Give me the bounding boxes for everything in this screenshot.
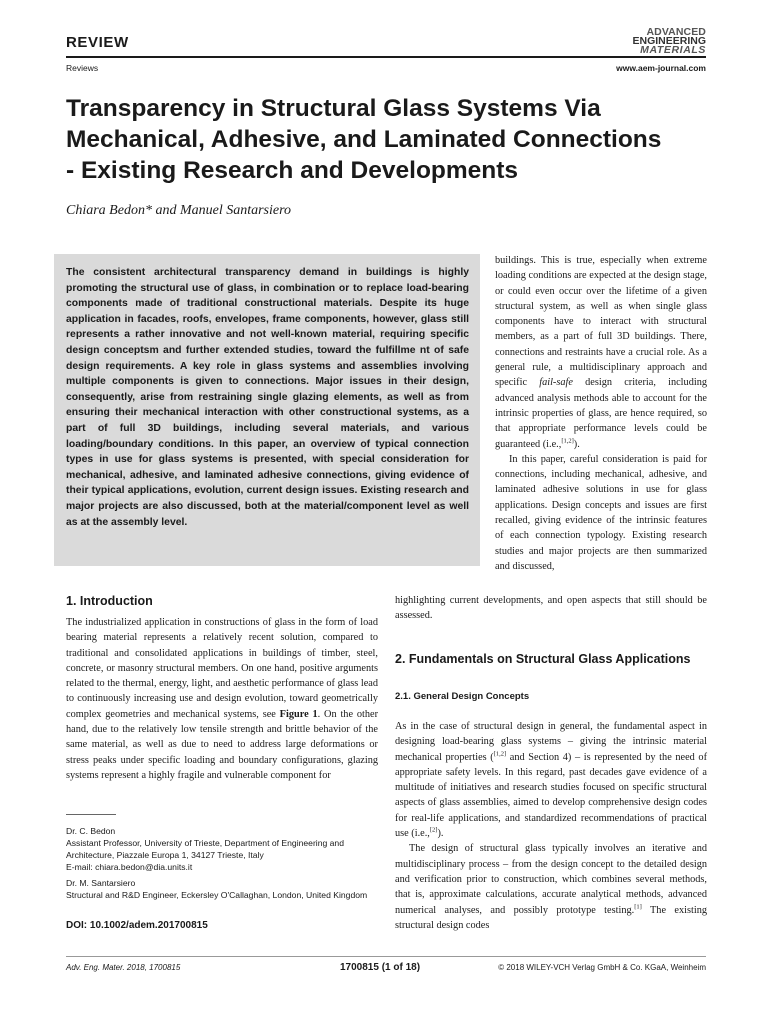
category-label: Reviews xyxy=(66,63,99,73)
footer-citation-text: Adv. Eng. Mater. 2018, 1700815 xyxy=(66,963,181,972)
citation-ref[interactable]: [1,2] xyxy=(493,750,507,758)
section-label: REVIEW xyxy=(66,34,129,51)
article-title: Transparency in Structural Glass Systems Via Mechanical, Adhesive, and Laminated Connections - Existing Research and Developments xyxy=(66,95,662,184)
logo-line-3: MATERIALS xyxy=(640,44,706,56)
sec2-p1-b: and Section 4) – is represented by the need of appropriate safety levels. In this regard, past decades gave evidence of a multitude of initiatives and research studies focused on specific structural aspects of glass assemblies, aimed to develop comprehensive design codes for real-life applications, and standardized recommendations of practical use (i.e., xyxy=(395,751,707,840)
section-2-heading: 2. Fundamentals on Structural Glass Applications xyxy=(395,652,691,666)
article-authors: Chiara Bedon* and Manuel Santarsiero xyxy=(66,203,292,218)
footnote-rule xyxy=(66,814,116,815)
footer-copyright: © 2018 WILEY-VCH Verlag GmbH & Co. KGaA, Weinheim xyxy=(498,963,706,972)
intro-text xyxy=(66,615,378,783)
right-p1-c: ). xyxy=(573,438,580,450)
right-p1-b: design criteria, including advanced analysis methods able to account for the intrinsic properties of glass, are hence required, so that appropriate performance levels could be guaranteed (i.e., xyxy=(495,377,707,450)
doi-link[interactable]: DOI: 10.1002/adem.201700815 xyxy=(66,920,208,931)
author-1-email[interactable]: E-mail: chiara.bedon@dia.units.it xyxy=(66,862,193,873)
sec2-p1-a: As in the case of structural design in general, the fundamental aspect in designing load-bearing glass systems – giving the intrinsic material mechanical properties ( xyxy=(395,721,707,763)
journal-url-link[interactable]: www.aem-journal.com xyxy=(616,63,706,73)
section-2-text xyxy=(395,719,707,933)
section-2-1-heading: 2.1. General Design Concepts xyxy=(395,691,530,702)
citation-ref[interactable]: [1] xyxy=(634,903,642,911)
citation-ref[interactable]: [2] xyxy=(429,826,438,834)
logo-line-2: ENGINEERING xyxy=(632,35,706,47)
intro-p1-b: . On the other hand, due to the relatively low tensile strength and brittle behavior of the same material, as well as due to need to address large deformations or stress peaks under specific loading and boundary configurations, glazing systems represent a highly fragile and vulnerable component for xyxy=(66,708,379,781)
abstract-text: The consistent architectural transparency demand in buildings is highly promoting the structural use of glass, in combination or to replace load-bearing components made of traditional constructional materials. Despite its huge application in facades, roofs, envelopes, frame components, however, glass still represents a rather innovative and not well-known material, requiring specific design conceptsm and further extended studies, toward the fulfillme nt of safe design requirements. A key role in glass systems and assemblies involving multiple components is given to connections. Major issues in their design, consequently, arise from restraining single glazing elements, as well as from ensuring their mechanical interaction with other constructional systems, as a part of full 3D buildings, including several materials, and various loading/boundary conditions. In this paper, an overview of typical connection types in use for glass systems is presented, with special consideration for mechanical, adhesive, and laminated adhesive connections, giving evidence of their typical applications, evolution, current design issues. Existing research and major projects are also discussed, both at the material/component level as well as at the assembly level. xyxy=(66,267,469,528)
sec2-p2-b: The existing structural design codes xyxy=(395,904,708,931)
figure-1-link[interactable]: Figure 1 xyxy=(279,708,318,720)
footer-citation xyxy=(66,963,180,972)
right-p2-continuation: highlighting current developments, and open aspects that still should be assessed. xyxy=(395,595,707,622)
author-1-affiliation: Assistant Professor, University of Trieste, Department of Engineering and Architecture, Piazzale Europa 1, 34127 Trieste, Italy xyxy=(66,838,344,861)
author-2-affiliation: Structural and R&D Engineer, Eckersley O'Callaghan, London, United Kingdom xyxy=(66,890,368,901)
journal-logo[interactable] xyxy=(632,28,706,55)
author-2-name: Dr. M. Santarsiero xyxy=(66,878,136,889)
intro-p1-a: The industrialized application in constructions of glass in the form of load bearing material represents a relatively recent solution, compared to traditional and consolidated applications in buildings of timber, steel, concrete, or masonry structural members. On one hand, positive arguments related to the thermal, energy, light, and aesthetic performance of glass lead to continuously increasing use and design evolution, toward geometrically complex geometries and mechanical systems, see xyxy=(66,617,378,720)
right-p1-italic: fail-safe xyxy=(539,377,573,389)
right-column-text xyxy=(495,253,707,574)
sec2-p2-a: The design of structural glass typically involves an iterative and multidisciplinary process – from the design concept to the detailed design and verification prior to construction, which combines several methods, that is, approximate calculations, accurate analytical methods, advanced numerical analyses, and possibly prototype testing. xyxy=(395,843,707,916)
right-p2: In this paper, careful consideration is paid for connections, including mechanical, adhesive, and laminated adhesive solutions in use for glass applications. Design concepts and issues are first recalled, giving evidence of the intrinsic features of each connection typology. Existing research studies and major projects are then summarized and discussed, xyxy=(495,453,707,572)
citation-ref[interactable]: [1,2] xyxy=(561,437,574,445)
logo-line-1: ADVANCED xyxy=(646,26,706,38)
intro-heading: 1. Introduction xyxy=(66,594,153,608)
footer-rule xyxy=(66,956,706,957)
author-footnotes xyxy=(66,825,378,902)
author-1-name: Dr. C. Bedon xyxy=(66,826,116,836)
right-p1-a: buildings. This is true, especially when extreme loading conditions are expected at the design stage, or could even occur over the lifetime of a given structural system, as well as when single glass components have to interact with structural members, as a part of full 3D buildings. There, connections and restraints have a crucial role. As a general rule, a multidisciplinary approach and specific xyxy=(495,255,707,389)
page-number: 1700815 (1 of 18) xyxy=(340,962,421,973)
sec2-p1-c: ). xyxy=(437,828,444,840)
header-rule xyxy=(66,56,706,58)
